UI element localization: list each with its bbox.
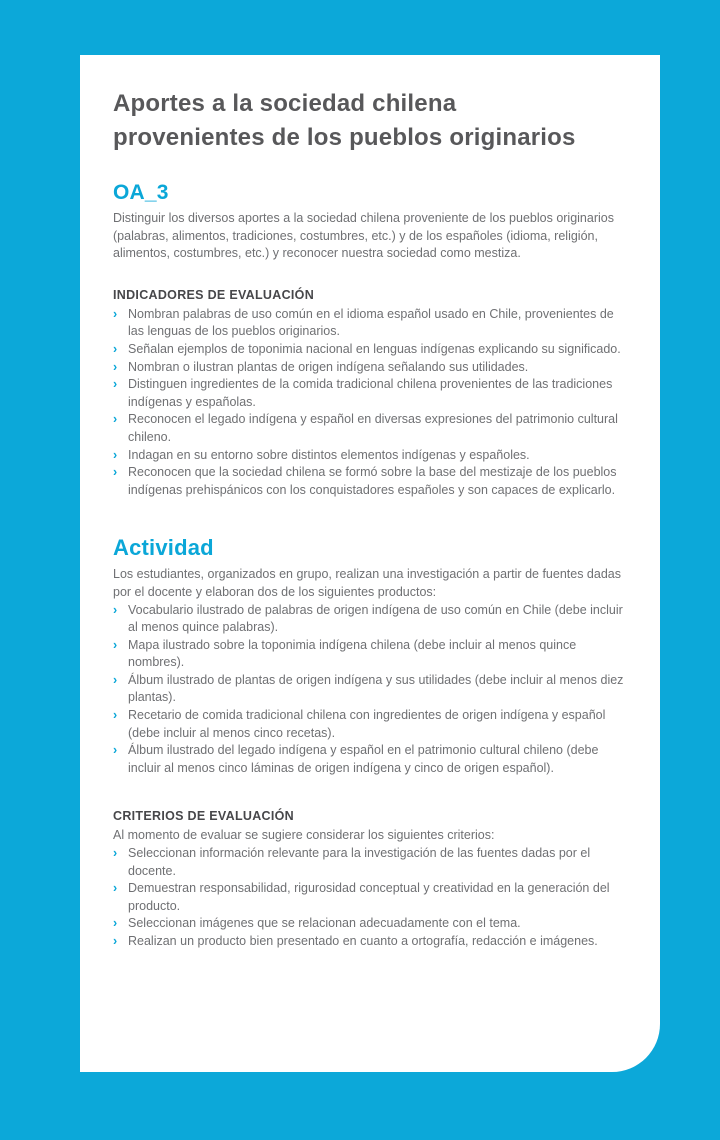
bullet-icon: ›	[113, 637, 118, 652]
content-card	[80, 55, 660, 1072]
list-item	[113, 306, 627, 341]
list-item-text: Seleccionan información relevante para la investigación de las fuentes dadas por el docente.	[128, 846, 591, 878]
list-item	[113, 359, 627, 377]
list-item-text: Reconocen el legado indígena y español en diversas expresiones del patrimonio cultural chileno.	[128, 412, 618, 444]
list-item-text: Mapa ilustrado sobre la toponimia indígena chilena (debe incluir al menos quince nombres).	[128, 637, 577, 670]
list-item	[113, 447, 627, 465]
bullet-icon: ›	[113, 359, 118, 374]
list-item-text: Indagan en su entorno sobre distintos elementos indígenas y españoles.	[128, 447, 530, 462]
list-item	[113, 341, 627, 359]
list-item-text: Recetario de comida tradicional chilena con ingredientes de origen indígena y español (debe incluir al menos cinco recetas).	[128, 708, 606, 740]
list-item-text: Álbum ilustrado del legado indígena y español en el patrimonio cultural chileno (debe incluir al menos cinco láminas de origen indígena y cinco de origen español).	[128, 743, 599, 775]
criteria-heading: CRITERIOS DE EVALUACIÓN	[113, 809, 294, 824]
oa-description: Distinguir los diversos aportes a la sociedad chilena proveniente de los pueblos originarios (palabras, alimentos, tradiciones, costumbres, etc.) y de los españoles (idioma, religión, alimentos, costumbres, etc.) y reconocer nuestra sociedad como mestiza.	[113, 211, 614, 261]
list-item	[113, 672, 627, 707]
bullet-icon: ›	[113, 916, 118, 931]
list-item-text: Vocabulario ilustrado de palabras de origen indígena de uso común en Chile (debe incluir al menos quince palabras).	[128, 602, 623, 635]
oa-label: OA_3	[113, 181, 169, 204]
list-item-text: Señalan ejemplos de toponimia nacional en lenguas indígenas explicando su significado.	[128, 341, 621, 356]
list-item	[113, 411, 627, 446]
activity-list	[113, 602, 627, 778]
list-item-text: Álbum ilustrado de plantas de origen indígena y sus utilidades (debe incluir al menos diez plantas).	[128, 672, 624, 705]
list-item	[113, 880, 627, 915]
indicators-list	[113, 306, 627, 500]
list-item	[113, 602, 627, 637]
bullet-icon: ›	[113, 377, 118, 392]
bullet-icon: ›	[113, 341, 118, 356]
criteria-intro: Al momento de evaluar se sugiere considerar los siguientes criterios:	[113, 828, 495, 843]
list-item-text: Realizan un producto bien presentado en cuanto a ortografía, redacción e imágenes.	[128, 934, 598, 948]
list-item	[113, 707, 627, 742]
bullet-icon: ›	[113, 306, 118, 321]
page-title-line-2: provenientes de los pueblos originarios	[113, 124, 576, 151]
list-item-text: Nombran o ilustran plantas de origen indígena señalando sus utilidades.	[128, 359, 529, 374]
list-item-text: Demuestran responsabilidad, rigurosidad conceptual y creatividad en la generación del producto.	[128, 881, 610, 913]
indicators-heading: INDICADORES DE EVALUACIÓN	[113, 287, 315, 302]
list-item	[113, 464, 627, 499]
bullet-icon: ›	[113, 708, 118, 723]
page-title	[113, 87, 627, 155]
bullet-icon: ›	[113, 447, 118, 462]
activity-intro: Los estudiantes, organizados en grupo, realizan una investigación a partir de fuentes dadas por el docente y elaboran dos de los siguientes productos:	[113, 567, 621, 599]
bullet-icon: ›	[113, 743, 118, 758]
list-item-text: Seleccionan imágenes que se relacionan adecuadamente con el tema.	[128, 916, 521, 931]
bullet-icon: ›	[113, 465, 118, 480]
bullet-icon: ›	[113, 881, 118, 896]
list-item	[113, 933, 627, 951]
criteria-list	[113, 845, 627, 951]
list-item-text: Nombran palabras de uso común en el idioma español usado en Chile, provenientes de las lenguas de los pueblos originarios.	[128, 306, 614, 339]
bullet-icon: ›	[113, 672, 118, 687]
list-item	[113, 637, 627, 672]
list-item	[113, 845, 627, 880]
bullet-icon: ›	[113, 934, 118, 948]
bullet-icon: ›	[113, 412, 118, 427]
list-item	[113, 376, 627, 411]
list-item	[113, 915, 627, 933]
activity-heading: Actividad	[113, 535, 214, 561]
page-title-line-1: Aportes a la sociedad chilena	[113, 90, 457, 117]
list-item	[113, 742, 627, 777]
bullet-icon: ›	[113, 602, 118, 617]
list-item-text: Reconocen que la sociedad chilena se formó sobre la base del mestizaje de los pueblos indígenas prehispánicos con los conquistadores españoles y son capaces de explicarlo.	[128, 465, 617, 497]
list-item-text: Distinguen ingredientes de la comida tradicional chilena provenientes de las tradiciones indígenas y españolas.	[128, 377, 613, 409]
bullet-icon: ›	[113, 846, 118, 861]
